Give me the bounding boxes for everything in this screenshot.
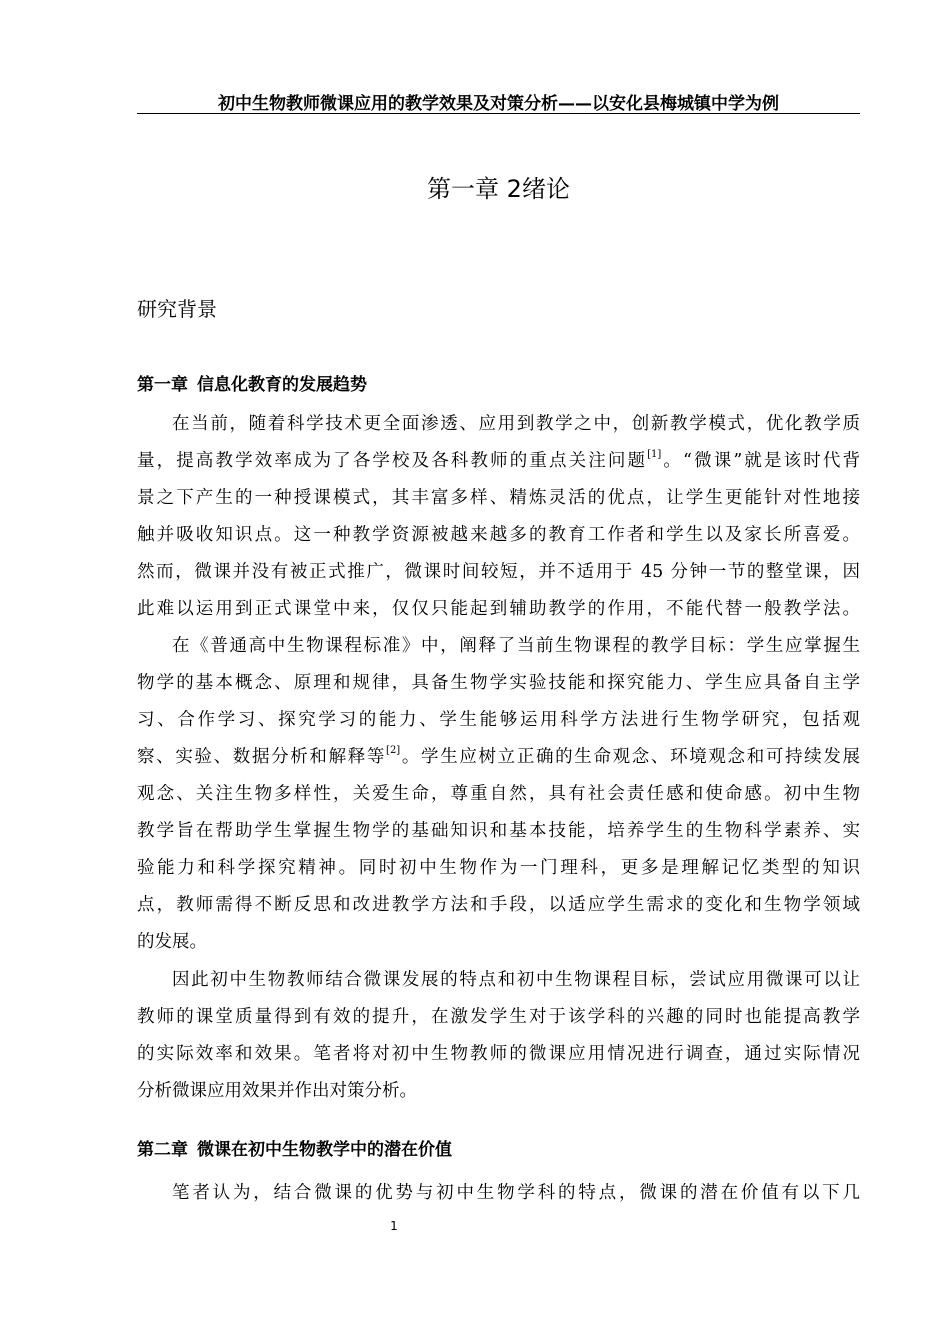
paragraph-line: 分析微课应用效果并作出对策分析。 bbox=[137, 1081, 417, 1101]
paragraph-line: 景之下产生的一种授课模式，其丰富多样、精炼灵活的优点，让学生更能针对性地接 bbox=[137, 488, 860, 508]
paragraph-line: 触并吸收知识点。这一种教学资源被越来越多的教育工作者和学生以及家长所喜爱。 bbox=[137, 525, 860, 545]
paragraph-line: 因此初中生物教师结合微课发展的特点和初中生物课程目标，尝试应用微课可以让 bbox=[172, 970, 860, 990]
paragraph-line: 的实际效率和效果。笔者将对初中生物教师的微课应用情况进行调查，通过实际情况 bbox=[137, 1044, 860, 1064]
subsection-label: 第一章 bbox=[137, 375, 188, 395]
running-header: 初中生物教师微课应用的教学效果及对策分析——以安化县梅城镇中学为例 bbox=[218, 94, 779, 114]
header-rule bbox=[137, 113, 860, 114]
paragraph-line: 此难以运用到正式课堂中来，仅仅只能起到辅助教学的作用，不能代替一般教学法。 bbox=[137, 599, 860, 619]
subsection-label: 第二章 bbox=[137, 1140, 188, 1160]
paragraph-line: 的发展。 bbox=[137, 932, 207, 952]
paragraph-3 bbox=[137, 962, 860, 1110]
paragraph-line: 在《普通高中生物课程标准》中，阐释了当前生物课程的教学目标：学生应掌握生 bbox=[172, 636, 860, 656]
paragraph-line: 观念、关注生物多样性，关爱生命，尊重自然，具有社会责任感和使命感。初中生物 bbox=[137, 784, 860, 804]
paragraph-line bbox=[137, 739, 860, 776]
section-heading: 研究背景 bbox=[137, 297, 217, 321]
citation[interactable]: [2] bbox=[386, 745, 401, 757]
paragraph-2 bbox=[137, 628, 860, 961]
subsection-title: 信息化教育的发展趋势 bbox=[197, 375, 367, 395]
paragraph-1 bbox=[137, 406, 860, 628]
page-number: 1 bbox=[390, 1219, 398, 1233]
paragraph-line: 然而，微课并没有被正式推广，微课时间较短，并不适用于 45 分钟一节的整堂课，因 bbox=[137, 562, 860, 582]
text-span: 察、实验、数据分析和解释等 bbox=[137, 747, 387, 767]
subsection-heading-1 bbox=[137, 372, 367, 398]
subsection-heading-2 bbox=[137, 1137, 452, 1163]
paragraph-line: 教师的课堂质量得到有效的提升，在激发学生对于该学科的兴趣的同时也能提高教学 bbox=[137, 1007, 860, 1027]
paragraph-line: 笔者认为，结合微课的优势与初中生物学科的特点，微课的潜在价值有以下几 bbox=[172, 1183, 860, 1203]
paragraph-4 bbox=[137, 1175, 860, 1212]
chapter-title: 第一章 2绪论 bbox=[427, 175, 570, 203]
subsection-title: 微课在初中生物教学中的潜在价值 bbox=[197, 1140, 452, 1160]
text-span: 量，提高教学效率成为了各学校及各科教师的重点关注问题 bbox=[137, 451, 648, 471]
paragraph-line: 习、合作学习、探究学习的能力、学生能够运用科学方法进行生物学研究，包括观 bbox=[137, 710, 860, 730]
paragraph-line bbox=[137, 443, 860, 480]
paragraph-line: 教学旨在帮助学生掌握生物学的基础知识和基本技能，培养学生的生物科学素养、实 bbox=[137, 821, 860, 841]
paragraph-line: 验能力和科学探究精神。同时初中生物作为一门理科，更多是理解记忆类型的知识 bbox=[137, 858, 860, 878]
citation[interactable]: [1] bbox=[647, 449, 662, 461]
text-span: 。学生应树立正确的生命观念、环境观念和可持续发展 bbox=[400, 747, 860, 767]
paragraph-line: 物学的基本概念、原理和规律，具备生物学实验技能和探究能力、学生应具备自主学 bbox=[137, 673, 860, 693]
paragraph-line: 点，教师需得不断反思和改进教学方法和手段，以适应学生需求的变化和生物学领域 bbox=[137, 895, 860, 915]
paragraph-line: 在当前，随着科学技术更全面渗透、应用到教学之中，创新教学模式，优化教学质 bbox=[172, 414, 860, 434]
text-span: 。“微课”就是该时代背 bbox=[661, 451, 860, 471]
